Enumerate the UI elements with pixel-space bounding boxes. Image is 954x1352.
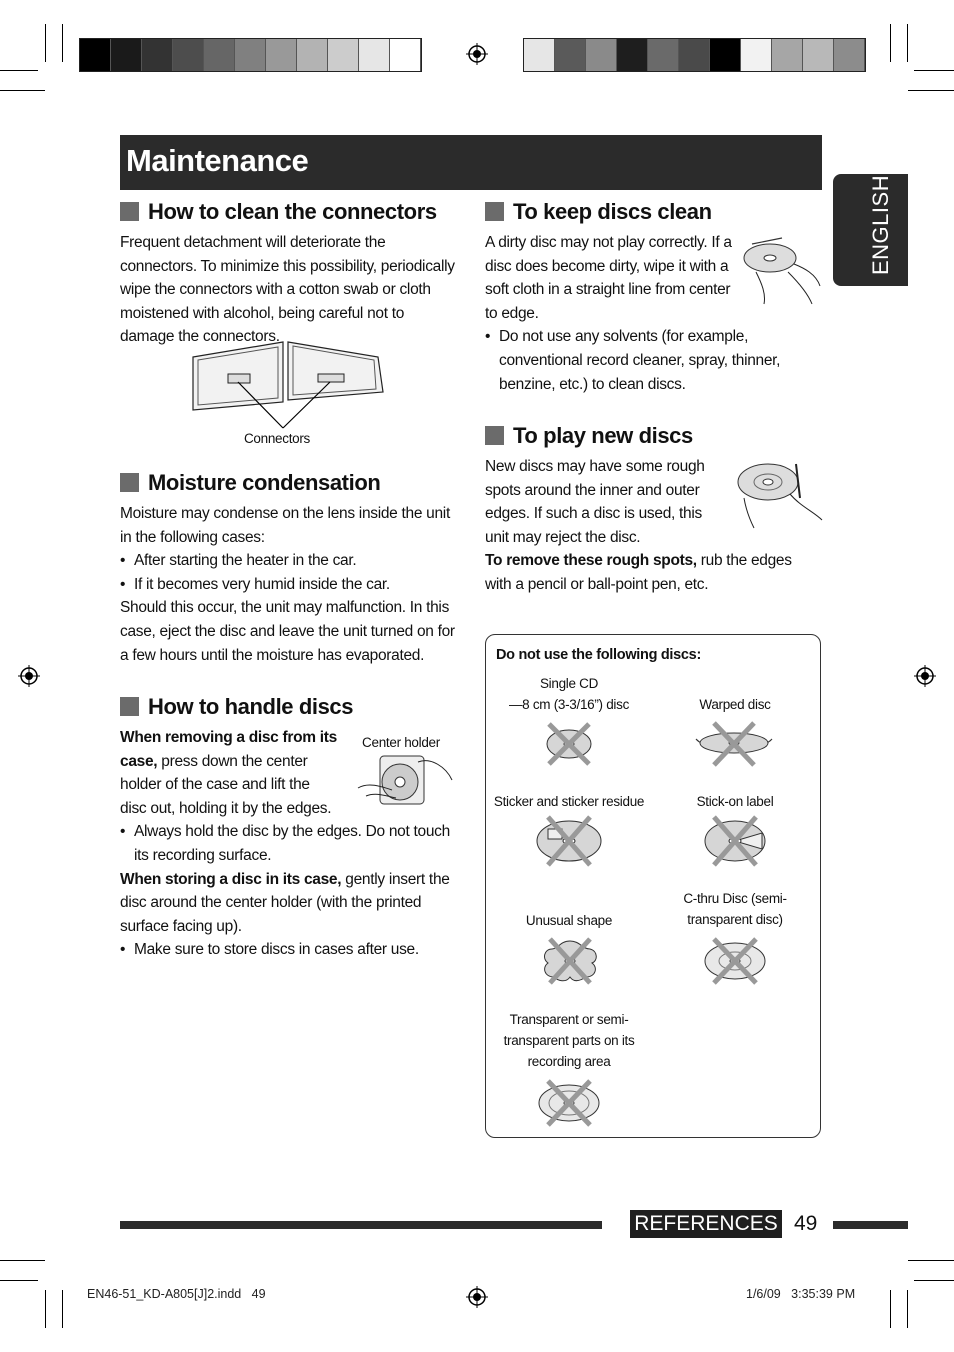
paragraph: A dirty disc may not play correctly. If a disc does become dirty, wipe it with a soft cloth in a straight line from center to edge. (485, 234, 732, 322)
page-title: Maintenance (126, 143, 309, 178)
color-swatch (617, 39, 648, 71)
crop-mark (0, 90, 45, 91)
language-tab-label: ENGLISH (868, 174, 893, 275)
crop-mark (908, 90, 954, 91)
label-line: Unusual shape (525, 913, 613, 928)
color-swatch (173, 39, 204, 71)
section-square-icon (485, 202, 504, 221)
page-title-bar (120, 135, 822, 190)
label-line: Transparent or semi- (509, 1012, 629, 1027)
page-number: 49 (794, 1212, 818, 1235)
keep-clean-body (485, 231, 820, 396)
label-line: —8 cm (3-3/16”) disc (508, 697, 630, 712)
crop-mark (908, 1260, 954, 1261)
bold-lead: When storing a disc in its case, (120, 870, 342, 888)
color-swatch (555, 39, 586, 71)
connectors-caption: Connectors (243, 431, 311, 446)
crop-mark (45, 24, 46, 62)
color-swatch (586, 39, 617, 71)
label-line: transparent disc) (687, 912, 783, 927)
label-line: C-thru Disc (semi- (683, 891, 787, 906)
crop-mark (62, 24, 63, 62)
color-swatch (803, 39, 834, 71)
section-heading-keep-clean (485, 199, 712, 225)
color-swatch (235, 39, 266, 71)
paragraph-text: press down the center holder of the case and lift the disc out, holding it by the edges. (120, 752, 332, 817)
section-square-icon (120, 202, 139, 221)
warped-disc-crossed-icon (692, 721, 776, 767)
section-badge: REFERENCES (630, 1210, 782, 1238)
color-swatch (710, 39, 741, 71)
bullet-item: • If it becomes very humid inside the car. (120, 573, 455, 597)
section-square-icon (120, 697, 139, 716)
color-swatch (328, 39, 359, 71)
label-line: recording area (527, 1054, 611, 1069)
color-calibration-bar-right (523, 38, 866, 72)
crop-mark (45, 1290, 46, 1328)
color-swatch (204, 39, 235, 71)
registration-mark-icon (466, 43, 488, 65)
paragraph: Moisture may condense on the lens inside the unit in the following cases: (120, 505, 450, 546)
bullet-item: • Always hold the disc by the edges. Do not touch its recording surface. (120, 820, 455, 867)
color-swatch (80, 39, 111, 71)
heading-text: How to clean the connectors (148, 199, 437, 224)
section-heading-connectors (120, 199, 437, 225)
crop-mark (914, 1280, 954, 1281)
crop-mark (890, 24, 891, 62)
moisture-body (120, 502, 455, 667)
label-line: Warped disc (699, 697, 771, 712)
disc-label-transparent-parts (486, 1009, 652, 1072)
disc-label-sticker (486, 791, 652, 812)
crop-mark (0, 1260, 45, 1261)
bullet-item: • After starting the heater in the car. (120, 549, 455, 573)
heading-text: How to handle discs (148, 694, 354, 719)
paragraph-text: rub the edges with a pencil or ball-point pen, etc. (485, 552, 792, 593)
registration-mark-icon (466, 1286, 488, 1308)
center-holder-caption: Center holder (362, 735, 440, 750)
footer-rule-right (833, 1221, 908, 1229)
crop-mark (890, 1290, 891, 1328)
section-square-icon (485, 426, 504, 445)
crop-mark (0, 1280, 38, 1281)
bullet-item: • Make sure to store discs in cases after use. (120, 938, 455, 962)
crop-mark (914, 70, 954, 71)
registration-mark-icon (18, 665, 40, 687)
color-swatch (834, 39, 865, 71)
label-line: transparent parts on its (503, 1033, 635, 1048)
crop-mark (907, 24, 908, 62)
color-calibration-bar-left (79, 38, 422, 72)
heading-text: Moisture condensation (148, 470, 381, 495)
small-disc-crossed-icon (542, 721, 596, 767)
bullet-item: • Do not use any solvents (for example, conventional record cleaner, spray, thinner, benzine, etc.) to clean discs. (485, 325, 820, 396)
paragraph: Frequent detachment will deteriorate the connectors. To minimize this possibility, periodically wipe the connectors with a cotton swab or cloth moistened with alcohol, being careful not to damage the connectors. (120, 234, 455, 346)
crop-mark (907, 1290, 908, 1328)
color-swatch (390, 39, 421, 71)
color-swatch (111, 39, 142, 71)
tip-paragraph (485, 549, 820, 596)
label-line: Sticker and sticker residue (493, 794, 645, 809)
do-not-use-discs-box (485, 634, 821, 1138)
color-swatch (297, 39, 328, 71)
color-swatch (648, 39, 679, 71)
section-heading-moisture (120, 470, 380, 496)
disc-label-stick-on (652, 791, 818, 812)
section-heading-new-discs (485, 423, 693, 449)
color-swatch (524, 39, 555, 71)
crop-mark (62, 1290, 63, 1328)
color-swatch (679, 39, 710, 71)
disc-label-single-cd (486, 673, 652, 715)
removing-paragraph (120, 726, 338, 820)
registration-mark-icon (914, 665, 936, 687)
label-disc-crossed-icon (702, 815, 768, 867)
label-line: Single CD (539, 676, 599, 691)
color-swatch (359, 39, 390, 71)
heading-text: To play new discs (513, 423, 693, 448)
disc-label-warped (652, 694, 818, 715)
bold-lead: When removing a disc from its case, (120, 729, 337, 770)
new-discs-body (485, 455, 820, 597)
crop-mark (0, 70, 38, 71)
footer-rule-left (120, 1221, 602, 1229)
color-swatch (741, 39, 772, 71)
bold-lead: To remove these rough spots, (485, 552, 697, 570)
heading-text: To keep discs clean (513, 199, 712, 224)
storing-paragraph (120, 868, 455, 939)
color-swatch (142, 39, 173, 71)
slug-date-info: 1/6/09 3:35:39 PM (746, 1287, 856, 1301)
unusual-shape-disc-crossed-icon (540, 937, 600, 985)
paragraph-text: gently insert the disc around the center holder (with the printed surface facing up). (120, 870, 450, 935)
section-heading-handle (120, 694, 353, 720)
section-square-icon (120, 473, 139, 492)
language-tab (833, 174, 908, 286)
transparent-parts-disc-crossed-icon (536, 1079, 602, 1127)
paragraph: Should this occur, the unit may malfunction. In this case, eject the disc and leave the unit turned on for a few hours until the moisture has evaporated. (120, 599, 455, 664)
label-line: Stick-on label (696, 794, 774, 809)
color-swatch (266, 39, 297, 71)
c-thru-disc-crossed-icon (702, 937, 768, 985)
handle-body (120, 726, 455, 962)
disc-label-c-thru (652, 888, 818, 930)
sticker-disc-crossed-icon (534, 815, 604, 867)
slug-file-info: EN46-51_KD-A805[J]2.indd 49 (87, 1287, 266, 1301)
box-heading: Do not use the following discs: (496, 647, 701, 663)
paragraph: New discs may have some rough spots around the inner and outer edges. If such a disc is used, this unit may reject the disc. (485, 458, 705, 546)
connectors-illustration (188, 332, 388, 442)
color-swatch (772, 39, 803, 71)
disc-label-unusual-shape (486, 910, 652, 931)
